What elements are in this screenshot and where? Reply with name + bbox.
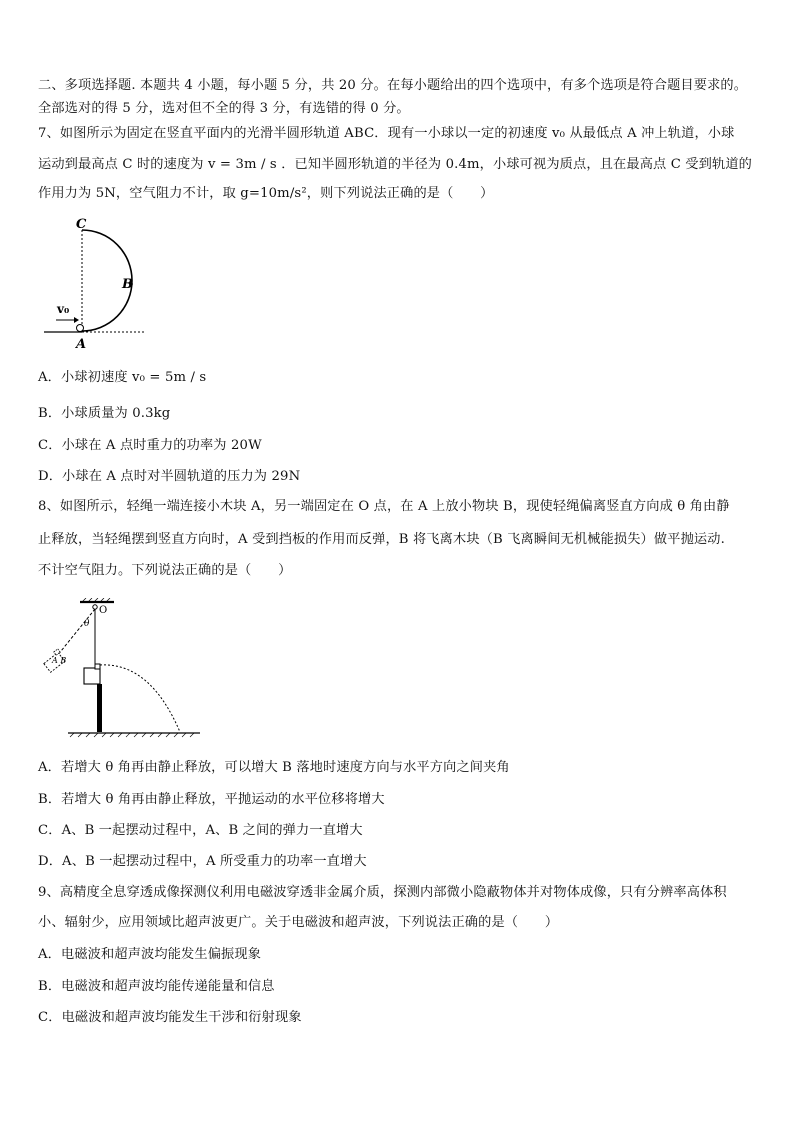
- q7-label-a: A: [76, 337, 87, 352]
- section-header-line-1: 二、多项选择题. 本题共 4 小题，每小题 5 分，共 20 分。在每小题给出的四个选项中，有多个选项是符合题目要求的。: [38, 78, 748, 93]
- q9-stem-line-1: 9、高精度全息穿透成像探测仪利用电磁波穿透非金属介质，探测内部微小隐蔽物体并对物体成像，只有分辨率高体积: [38, 885, 727, 900]
- q8-pivot-o: [93, 605, 97, 609]
- q8-block-a: [84, 668, 100, 684]
- q8-label-theta: θ: [84, 619, 90, 629]
- q8-block-b: [95, 664, 100, 669]
- q8-stem-line-1: 8、如图所示，轻绳一端连接小木块 A，另一端固定在 O 点，在 A 上放小物块 B，现使轻绳偏离竖直方向成 θ 角由静: [38, 499, 730, 514]
- q8-rope-deflected: [57, 609, 95, 656]
- q7-option-c: C．小球在 A 点时重力的功率为 20W: [38, 438, 262, 453]
- q9-option-c: C．电磁波和超声波均能发生干涉和衍射现象: [38, 1010, 302, 1025]
- q8-option-a: A．若增大 θ 角再由静止释放，可以增大 B 落地时速度方向与水平方向之间夹角: [38, 760, 510, 775]
- q8-option-c: C．A、B 一起摆动过程中，A、B 之间的弹力一直增大: [38, 823, 363, 838]
- q7-option-a: A．小球初速度 v₀ = 5m / s: [38, 370, 207, 385]
- q7-ball: [77, 325, 84, 332]
- q8-label-o: O: [99, 605, 108, 616]
- q8-stem-line-2: 止释放，当轻绳摆到竖直方向时，A 受到挡板的作用而反弹，B 将飞离木块（B 飞离瞬间无机械能损失）做平抛运动.: [38, 532, 725, 547]
- q7-stem-line-3: 作用力为 5N，空气阻力不计，取 g=10m/s²，则下列说法正确的是（ ）: [38, 186, 494, 201]
- q7-label-v0: v₀: [57, 302, 70, 316]
- q8-option-d: D．A、B 一起摆动过程中，A 所受重力的功率一直增大: [38, 854, 367, 869]
- q7-option-d: D．小球在 A 点时对半圆轨道的压力为 29N: [38, 469, 301, 484]
- q7-label-c: C: [76, 217, 87, 232]
- q9-option-a: A．电磁波和超声波均能发生偏振现象: [38, 947, 262, 962]
- q7-stem-line-2: 运动到最高点 C 时的速度为 v = 3m / s ．已知半圆形轨道的半径为 0.4m，小球可视为质点，且在最高点 C 受到轨道的: [38, 157, 752, 172]
- q8-baffle: [97, 684, 102, 732]
- q8-label-ab: A B: [52, 656, 67, 665]
- q9-option-b: B．电磁波和超声波均能传递能量和信息: [38, 979, 275, 994]
- q8-projectile-path: [100, 665, 180, 732]
- q7-stem-line-1: 7、如图所示为固定在竖直平面内的光滑半圆形轨道 ABC．现有一小球以一定的初速度 v₀ 从最低点 A 冲上轨道，小球: [38, 126, 735, 141]
- q8-pendulum-figure: [38, 598, 208, 743]
- q8-option-b: B．若增大 θ 角再由静止释放，平抛运动的水平位移将增大: [38, 792, 385, 807]
- q7-semicircle-track-figure: [38, 215, 158, 355]
- q8-stem-line-3: 不计空气阻力。下列说法正确的是（ ）: [38, 563, 292, 578]
- section-header-line-2: 全部选对的得 5 分，选对但不全的得 3 分，有选错的得 0 分。: [38, 101, 410, 116]
- q7-option-b: B．小球质量为 0.3kg: [38, 406, 171, 421]
- q9-stem-line-2: 小、辐射少，应用领域比超声波更广。关于电磁波和超声波，下列说法正确的是（ ）: [38, 915, 559, 930]
- q7-label-b: B: [122, 277, 133, 292]
